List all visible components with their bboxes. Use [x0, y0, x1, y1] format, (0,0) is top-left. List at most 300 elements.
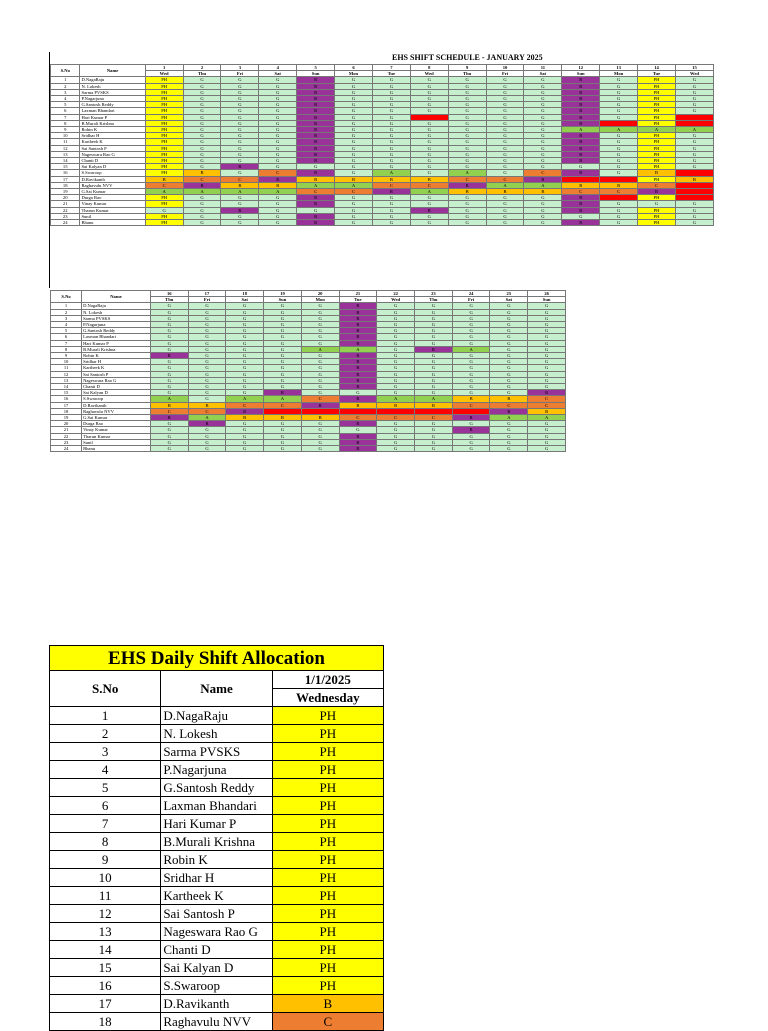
daily-row-number: 15	[50, 959, 161, 977]
shift-cell: G	[226, 421, 264, 427]
row-number: 14	[51, 384, 82, 390]
shift-cell: B	[415, 402, 453, 408]
shift-cell: G	[448, 133, 486, 139]
shift-cell: G	[150, 377, 188, 383]
shift-cell: A	[297, 182, 335, 188]
shift-cell: R	[297, 77, 335, 83]
shift-cell: C	[562, 189, 600, 195]
day-number: 22	[377, 291, 415, 297]
shift-cell: G	[259, 207, 297, 213]
shift-cell: G	[675, 133, 713, 139]
shift-cell: G	[226, 433, 264, 439]
shift-cell: G	[339, 427, 377, 433]
shift-cell: G	[150, 340, 188, 346]
shift-cell: G	[415, 439, 453, 445]
shift-cell: G	[221, 195, 259, 201]
day-weekday: Mon	[335, 71, 373, 77]
employee-name: Tharun Kumar	[80, 207, 145, 213]
shift-cell: R	[339, 359, 377, 365]
shift-cell: R	[562, 120, 600, 126]
daily-shift-cell: B	[272, 995, 383, 1013]
row-number: 10	[51, 133, 80, 139]
shift-cell: G	[264, 328, 302, 334]
shift-cell: G	[675, 89, 713, 95]
shift-cell: G	[226, 334, 264, 340]
shift-cell: G	[490, 377, 528, 383]
shift-cell: G	[524, 151, 562, 157]
shift-cell: G	[259, 220, 297, 226]
shift-cell: G	[335, 164, 373, 170]
shift-cell: G	[335, 151, 373, 157]
shift-cell: PH	[638, 145, 676, 151]
shift-cell: G	[221, 114, 259, 120]
shift-cell: G	[528, 446, 566, 452]
day-number: 10	[486, 65, 524, 71]
shift-cell: R	[562, 158, 600, 164]
row-number: 2	[51, 309, 82, 315]
shift-cell: C	[452, 402, 490, 408]
shift-cell: G	[339, 390, 377, 396]
shift-cell: G	[448, 114, 486, 120]
shift-cell: C	[259, 170, 297, 176]
row-number: 11	[51, 365, 82, 371]
shift-cell: G	[528, 359, 566, 365]
shift-cell: A	[259, 189, 297, 195]
shift-cell: G	[372, 139, 410, 145]
shift-cell: G	[486, 114, 524, 120]
shift-cell: C	[410, 182, 448, 188]
shift-cell: PH	[638, 220, 676, 226]
shift-cell: A	[150, 396, 188, 402]
shift-cell: G	[372, 207, 410, 213]
row-number: 11	[51, 139, 80, 145]
day-weekday: Sun	[562, 71, 600, 77]
shift-cell: G	[377, 446, 415, 452]
shift-cell: C	[339, 415, 377, 421]
shift-cell: R	[297, 120, 335, 126]
shift-cell: G	[264, 446, 302, 452]
shift-cell: PH	[145, 139, 183, 145]
shift-cell: G	[486, 89, 524, 95]
shift-cell: G	[335, 220, 373, 226]
shift-cell: G	[221, 145, 259, 151]
shift-cell: G	[335, 114, 373, 120]
row-number: 7	[51, 340, 82, 346]
shift-cell: G	[221, 213, 259, 219]
day-number: 18	[226, 291, 264, 297]
shift-cell: C	[264, 402, 302, 408]
shift-cell: G	[490, 359, 528, 365]
row-number: 22	[51, 207, 80, 213]
shift-cell: R	[339, 334, 377, 340]
daily-employee-name: Kartheek K	[161, 887, 272, 905]
shift-cell: G	[448, 207, 486, 213]
shift-cell: R	[297, 102, 335, 108]
shift-cell: G	[600, 201, 638, 207]
employee-name: Sai Santosh P	[80, 145, 145, 151]
shift-cell: G	[675, 151, 713, 157]
row-number: 24	[51, 446, 82, 452]
shift-cell: G	[183, 133, 221, 139]
daily-row-number: 10	[50, 869, 161, 887]
shift-cell: A	[486, 182, 524, 188]
daily-row-number: 17	[50, 995, 161, 1013]
shift-cell: G	[600, 89, 638, 95]
shift-cell: G	[524, 102, 562, 108]
employee-name: S.Swaroop	[82, 396, 151, 402]
daily-row	[50, 887, 384, 905]
shift-cell: G	[372, 127, 410, 133]
shift-cell: G	[377, 340, 415, 346]
sno-header: S.No	[51, 65, 80, 77]
shift-cell: G	[524, 139, 562, 145]
daily-row-number: 8	[50, 833, 161, 851]
shift-cell: G	[226, 359, 264, 365]
day-weekday: Thu	[415, 297, 453, 303]
shift-cell: G	[335, 77, 373, 83]
shift-cell: G	[372, 133, 410, 139]
shift-cell: PH	[638, 96, 676, 102]
shift-cell: G	[188, 309, 226, 315]
shift-cell: G	[452, 328, 490, 334]
shift-cell: G	[377, 377, 415, 383]
row-number: 21	[51, 201, 80, 207]
shift-cell: PH	[145, 127, 183, 133]
shift-cell: G	[150, 346, 188, 352]
shift-cell: PH	[638, 77, 676, 83]
shift-cell: G	[259, 96, 297, 102]
shift-cell: G	[448, 220, 486, 226]
shift-cell: PH	[638, 102, 676, 108]
shift-cell: G	[301, 334, 339, 340]
shift-cell: G	[452, 421, 490, 427]
shift-cell: C	[335, 189, 373, 195]
shift-cell: C	[638, 182, 676, 188]
shift-cell: A	[528, 415, 566, 421]
shift-cell: G	[448, 96, 486, 102]
shift-cell: PH	[145, 83, 183, 89]
daily-date-header: 1/1/2025	[272, 671, 383, 689]
shift-cell: G	[226, 322, 264, 328]
day-weekday: Fri	[188, 297, 226, 303]
row-number: 23	[51, 439, 82, 445]
employee-name: B.Murali Krishna	[82, 346, 151, 352]
row-number: 19	[51, 189, 80, 195]
shift-cell: G	[675, 201, 713, 207]
shift-cell: G	[372, 120, 410, 126]
shift-cell: G	[410, 133, 448, 139]
shift-cell: G	[150, 384, 188, 390]
shift-cell: G	[264, 346, 302, 352]
shift-cell: G	[600, 133, 638, 139]
employee-name: Sai Kalyan D	[80, 164, 145, 170]
shift-cell: G	[524, 133, 562, 139]
daily-employee-name: Sai Santosh P	[161, 905, 272, 923]
shift-cell: G	[452, 309, 490, 315]
shift-cell: G	[448, 127, 486, 133]
shift-cell: G	[452, 303, 490, 309]
shift-cell: G	[221, 102, 259, 108]
daily-row	[50, 995, 384, 1013]
shift-cell: G	[264, 315, 302, 321]
shift-cell: G	[415, 433, 453, 439]
shift-cell: G	[486, 213, 524, 219]
daily-title: EHS Daily Shift Allocation	[50, 646, 384, 671]
shift-cell: G	[600, 114, 638, 120]
shift-cell: G	[226, 328, 264, 334]
daily-employee-name: G.Santosh Reddy	[161, 779, 272, 797]
shift-cell: G	[452, 365, 490, 371]
shift-cell: R	[221, 164, 259, 170]
shift-cell: G	[486, 201, 524, 207]
shift-cell: C	[145, 182, 183, 188]
daily-shift-cell: C	[272, 1013, 383, 1031]
shift-cell: A	[264, 396, 302, 402]
shift-cell: G	[600, 213, 638, 219]
shift-cell: G	[335, 108, 373, 114]
row-number: 20	[51, 421, 82, 427]
shift-cell: PH	[145, 213, 183, 219]
shift-cell: C	[150, 408, 188, 414]
day-weekday: Sun	[297, 71, 335, 77]
shift-cell: G	[675, 83, 713, 89]
shift-cell: G	[524, 195, 562, 201]
shift-cell: C	[415, 415, 453, 421]
shift-cell: R	[562, 207, 600, 213]
shift-cell: G	[221, 96, 259, 102]
shift-cell: G	[335, 133, 373, 139]
shift-cell: C	[448, 176, 486, 182]
shift-cell: R	[339, 439, 377, 445]
shift-cell: G	[301, 353, 339, 359]
shift-cell: PH	[638, 151, 676, 157]
shift-cell: G	[675, 145, 713, 151]
shift-cell: G	[524, 77, 562, 83]
row-number: 17	[51, 176, 80, 182]
shift-cell: G	[301, 309, 339, 315]
shift-cell: B	[259, 182, 297, 188]
shift-cell: G	[486, 139, 524, 145]
daily-employee-name: Laxman Bhandari	[161, 797, 272, 815]
shift-cell: G	[150, 322, 188, 328]
shift-cell: G	[183, 207, 221, 213]
row-number: 14	[51, 158, 80, 164]
shift-cell: R	[562, 220, 600, 226]
shift-cell: G	[528, 322, 566, 328]
shift-cell: G	[524, 114, 562, 120]
shift-cell: G	[183, 213, 221, 219]
row-number: 1	[51, 303, 82, 309]
shift-cell: PH	[145, 77, 183, 83]
shift-cell: G	[448, 83, 486, 89]
shift-cell: R	[452, 427, 490, 433]
daily-employee-name: D.NagaRaju	[161, 707, 272, 725]
row-number: 8	[51, 346, 82, 352]
shift-cell: A	[226, 396, 264, 402]
shift-cell: PH	[145, 158, 183, 164]
shift-cell: G	[264, 365, 302, 371]
shift-cell: G	[335, 127, 373, 133]
employee-name: D.Ravikanth	[80, 176, 145, 182]
shift-cell: G	[452, 384, 490, 390]
shift-cell: B	[221, 182, 259, 188]
shift-cell: G	[377, 309, 415, 315]
shift-cell: R	[297, 114, 335, 120]
shift-cell: R	[339, 340, 377, 346]
daily-row	[50, 797, 384, 815]
shift-cell: G	[600, 164, 638, 170]
shift-cell: G	[377, 322, 415, 328]
day-weekday: Mon	[301, 297, 339, 303]
shift-cell: R	[339, 421, 377, 427]
shift-cell: G	[415, 334, 453, 340]
shift-cell: PH	[638, 164, 676, 170]
shift-cell: G	[528, 353, 566, 359]
shift-cell: PH	[638, 133, 676, 139]
row-number: 10	[51, 359, 82, 365]
employee-name: Nageswara Rao G	[82, 377, 151, 383]
shift-cell: G	[528, 346, 566, 352]
shift-cell: G	[335, 201, 373, 207]
shift-cell: G	[600, 83, 638, 89]
shift-cell: A	[221, 189, 259, 195]
shift-cell: G	[226, 309, 264, 315]
shift-cell: G	[486, 77, 524, 83]
shift-cell: B	[301, 415, 339, 421]
shift-cell: G	[528, 421, 566, 427]
shift-cell: C	[188, 408, 226, 414]
employee-name: Sarma PVSKS	[80, 89, 145, 95]
shift-cell: B	[335, 176, 373, 182]
shift-cell: G	[259, 213, 297, 219]
day-weekday: Mon	[600, 71, 638, 77]
day-number: 13	[600, 65, 638, 71]
shift-cell: G	[490, 384, 528, 390]
day-number: 25	[490, 291, 528, 297]
shift-cell: R	[339, 371, 377, 377]
shift-cell: R	[339, 328, 377, 334]
shift-cell: G	[259, 195, 297, 201]
shift-cell: G	[264, 322, 302, 328]
shift-cell: R	[415, 346, 453, 352]
shift-cell: G	[259, 133, 297, 139]
daily-row	[50, 977, 384, 995]
employee-name: Sridhar H	[82, 359, 151, 365]
daily-shift-cell: PH	[272, 725, 383, 743]
shift-cell: R	[562, 102, 600, 108]
shift-cell: R	[264, 390, 302, 396]
shift-cell: G	[259, 83, 297, 89]
shift-cell: G	[188, 328, 226, 334]
shift-cell: G	[524, 220, 562, 226]
shift-cell: G	[150, 365, 188, 371]
day-weekday: Thu	[183, 71, 221, 77]
daily-shift-cell: PH	[272, 707, 383, 725]
shift-cell: G	[528, 340, 566, 346]
daily-employee-name: Hari Kumar P	[161, 815, 272, 833]
day-number: 21	[339, 291, 377, 297]
shift-cell: R	[183, 182, 221, 188]
shift-cell: G	[415, 421, 453, 427]
shift-cell: G	[226, 427, 264, 433]
shift-cell: G	[226, 377, 264, 383]
shift-cell: PH	[145, 89, 183, 95]
shift-cell: PH	[145, 108, 183, 114]
day-number: 15	[675, 65, 713, 71]
shift-cell: G	[410, 164, 448, 170]
shift-cell: G	[448, 102, 486, 108]
shift-cell: G	[377, 384, 415, 390]
shift-cell: A	[145, 189, 183, 195]
shift-cell: G	[372, 77, 410, 83]
shift-cell: G	[415, 359, 453, 365]
shift-cell: B	[226, 415, 264, 421]
shift-cell: A	[377, 396, 415, 402]
shift-cell: G	[524, 96, 562, 102]
shift-cell: G	[452, 446, 490, 452]
day-weekday: Fri	[221, 71, 259, 77]
day-weekday: Sat	[259, 71, 297, 77]
shift-cell: G	[490, 322, 528, 328]
daily-row-number: 5	[50, 779, 161, 797]
shift-cell: B	[524, 189, 562, 195]
shift-cell: R	[638, 189, 676, 195]
shift-cell: R	[339, 303, 377, 309]
shift-cell: G	[490, 303, 528, 309]
shift-cell: G	[448, 151, 486, 157]
shift-cell: B	[600, 182, 638, 188]
shift-cell: G	[528, 365, 566, 371]
row-number: 3	[51, 89, 80, 95]
shift-cell: G	[259, 139, 297, 145]
shift-cell: G	[410, 195, 448, 201]
shift-cell: G	[675, 207, 713, 213]
shift-cell: A	[301, 346, 339, 352]
daily-row	[50, 869, 384, 887]
shift-cell: G	[486, 133, 524, 139]
daily-shift-cell: PH	[272, 851, 383, 869]
shift-cell: R	[528, 390, 566, 396]
shift-cell: G	[372, 164, 410, 170]
shift-cell: C	[490, 402, 528, 408]
shift-cell: G	[675, 164, 713, 170]
shift-cell: R	[562, 145, 600, 151]
daily-shift-cell: PH	[272, 779, 383, 797]
day-number: 4	[259, 65, 297, 71]
shift-cell: PH	[638, 114, 676, 120]
shift-cell: R	[562, 108, 600, 114]
shift-cell: G	[301, 371, 339, 377]
daily-row	[50, 779, 384, 797]
shift-cell: G	[183, 195, 221, 201]
shift-cell: G	[377, 439, 415, 445]
shift-cell: G	[524, 89, 562, 95]
shift-cell: G	[372, 145, 410, 151]
shift-cell: G	[188, 433, 226, 439]
shift-cell: R	[339, 365, 377, 371]
shift-cell: G	[335, 96, 373, 102]
shift-cell: G	[600, 151, 638, 157]
row-number: 5	[51, 328, 82, 334]
day-weekday: Wed	[145, 71, 183, 77]
shift-cell: PH	[145, 195, 183, 201]
day-number: 9	[448, 65, 486, 71]
daily-employee-name: Sai Kalyan D	[161, 959, 272, 977]
shift-cell: G	[226, 303, 264, 309]
shift-cell: G	[410, 220, 448, 226]
shift-cell: G	[524, 207, 562, 213]
shift-cell: G	[259, 164, 297, 170]
